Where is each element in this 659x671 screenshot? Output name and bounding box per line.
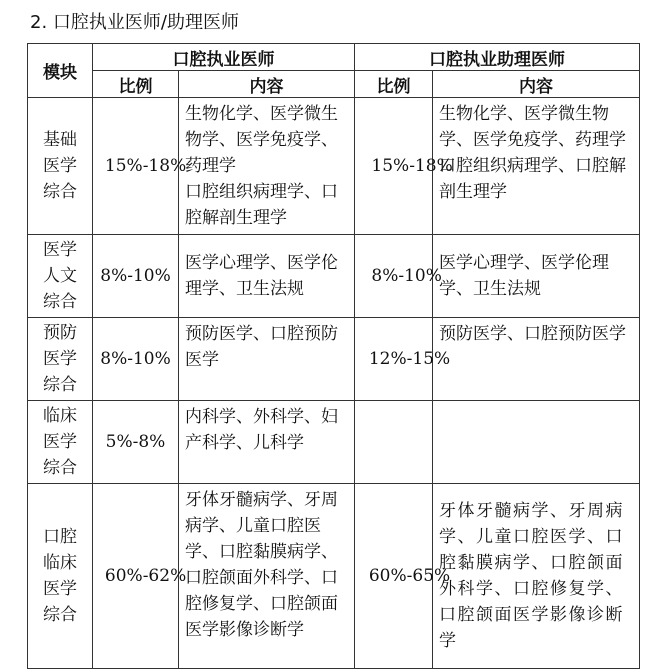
exam-module-table (27, 43, 640, 669)
assistant-ratio-cell (355, 484, 451, 669)
module-name: 临床医学综合 (43, 406, 77, 478)
ratio-value: 15%-18% (371, 156, 453, 176)
assistant-ratio-cell (355, 318, 451, 401)
module-name: 医学人文综合 (43, 240, 77, 312)
table-row (28, 98, 640, 235)
practitioner-content-cell (179, 401, 355, 484)
table-row (28, 484, 640, 669)
practitioner-content-cell (179, 98, 355, 235)
module-cell (28, 235, 93, 318)
practitioner-content-cell (179, 318, 355, 401)
assistant-ratio-header: 比例 (355, 71, 433, 98)
content-text: 医学心理学、医学伦理学、卫生法规 (439, 253, 609, 299)
assistant-ratio-cell (355, 401, 433, 484)
practitioner-ratio-header: 比例 (93, 71, 179, 98)
page-heading: 2. 口腔执业医师/助理医师 (30, 12, 239, 33)
assistant-content-cell (433, 484, 640, 669)
assistant-content-cell (433, 318, 640, 401)
practitioner-content-cell (179, 484, 355, 669)
assistant-content-header: 内容 (433, 71, 640, 98)
practitioner-ratio-cell (93, 235, 179, 318)
content-text: 生物化学、医学微生物学、医学免疫学、药理学 口腔组织病理学、口腔解剖生理学 (185, 104, 338, 228)
ratio-value: 12%-15% (368, 349, 451, 369)
content-text: 生物化学、医学微生物学、医学免疫学、药理学 口腔组织病理学、口腔解剖生理学 (439, 104, 626, 202)
ratio-value: 5%-8% (105, 432, 166, 452)
ratio-value: 8%-10% (100, 266, 171, 286)
table-row (28, 401, 640, 484)
module-cell (28, 98, 93, 235)
module-name: 口腔临床医学综合 (43, 527, 77, 625)
assistant-content-cell (433, 235, 640, 318)
table-subheader-row (28, 71, 640, 98)
assistant-content-cell (433, 401, 640, 484)
content-text: 医学心理学、医学伦理学、卫生法规 (185, 253, 338, 299)
module-cell (28, 318, 93, 401)
practitioner-content-header: 内容 (179, 71, 355, 98)
assistant-content-cell (433, 98, 640, 235)
ratio-value: 8%-10% (100, 349, 171, 369)
practitioner-ratio-cell (93, 401, 179, 484)
content-text: 预防医学、口腔预防医学 (185, 324, 338, 370)
ratio-value: 8%-10% (371, 266, 442, 286)
practitioner-group-header: 口腔执业医师 (93, 44, 355, 71)
module-name: 预防医学综合 (43, 323, 77, 395)
table-row (28, 235, 640, 318)
content-text: 牙体牙髓病学、牙周病学、儿童口腔医学、口腔黏膜病学、口腔颌面外科学、口腔修复学、口腔颌面医学影像诊断学 (439, 501, 624, 651)
content-text: 内科学、外科学、妇产科学、儿科学 (185, 407, 338, 453)
ratio-value: 60%-62% (104, 566, 187, 586)
practitioner-content-cell (179, 235, 355, 318)
assistant-ratio-cell (355, 235, 442, 318)
practitioner-ratio-cell (93, 98, 187, 235)
module-name: 基础医学综合 (43, 130, 77, 202)
table-header-row (28, 44, 640, 71)
module-header: 模块 (28, 44, 93, 98)
assistant-ratio-cell (355, 98, 453, 235)
module-cell (28, 401, 93, 484)
assistant-group-header: 口腔执业助理医师 (355, 44, 640, 71)
content-text: 牙体牙髓病学、牙周病学、儿童口腔医学、口腔黏膜病学、口腔颌面外科学、口腔修复学、口腔颌面医学影像诊断学 (185, 490, 338, 640)
module-cell (28, 484, 93, 669)
content-text: 预防医学、口腔预防医学 (439, 324, 626, 344)
ratio-value: 15%-18% (104, 156, 187, 176)
practitioner-ratio-cell (93, 318, 179, 401)
table-row (28, 318, 640, 401)
ratio-value: 60%-65% (368, 566, 451, 586)
practitioner-ratio-cell (93, 484, 187, 669)
